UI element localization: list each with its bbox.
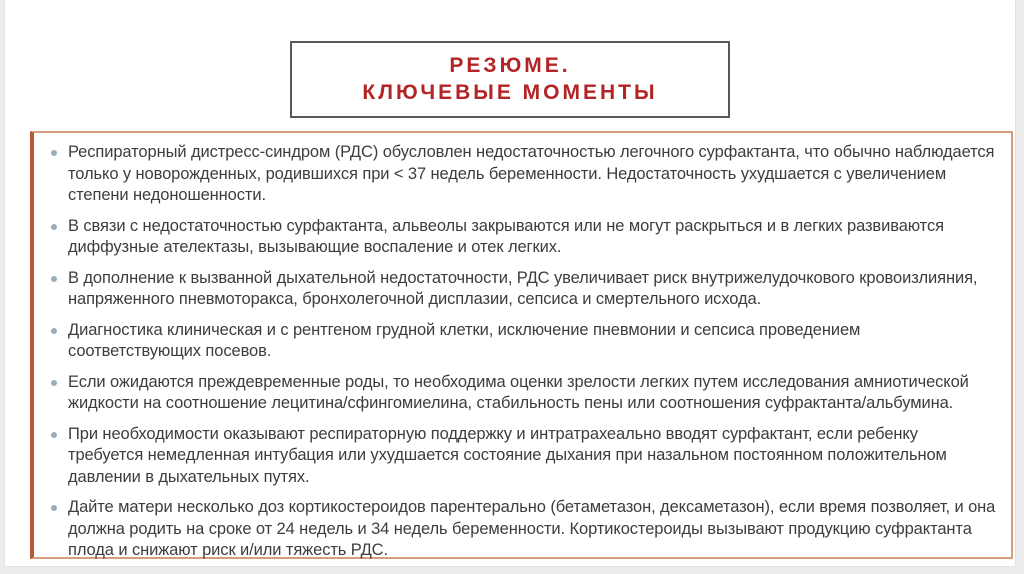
- bullet-dot-icon: [51, 224, 57, 230]
- slide-title-line-1: РЕЗЮМЕ.: [449, 54, 571, 77]
- slide-content-box: [30, 131, 1013, 559]
- key-points-list: [48, 142, 997, 562]
- bullet-text: В связи с недостаточностью сурфактанта, альвеолы закрываются или не могут раскрыться и в легких развиваются диффузные ателектазы, вызывающие воспаление и отек легких.: [68, 216, 944, 256]
- bullet-text: В дополнение к вызванной дыхательной недостаточности, РДС увеличивает риск внутрижелудочкового кровоизлияния, напряженного пневмоторакса, бронхолегочной дисплазии, сепсиса и смертельного исхода.: [68, 268, 978, 308]
- slide-title-box: [290, 41, 730, 118]
- bullet-dot-icon: [51, 505, 57, 511]
- bullet-text: При необходимости оказывают респираторную поддержку и интратрахеально вводят сурфактант, если ребенку требуется немедленная интубация или ухудшается состояние дыхания при назальном постоянном положительном давлении в дыхательных путях.: [68, 424, 947, 486]
- bullet-text: Диагностика клиническая и с рентгеном грудной клетки, исключение пневмонии и сепсиса проведением соответствующих посевов.: [68, 320, 861, 360]
- list-item: [48, 424, 997, 489]
- list-item: [48, 142, 997, 207]
- bullet-text: Если ожидаются преждевременные роды, то необходима оценки зрелости легких путем исследования амниотической жидкости на соотношение лецитина/сфингомиелина, стабильность пены или соотношения суфрактанта/альбумина.: [68, 372, 969, 412]
- bullet-dot-icon: [51, 380, 57, 386]
- list-item: [48, 268, 997, 311]
- list-item: [48, 216, 997, 259]
- bullet-text: Респираторный дистресс-синдром (РДС) обусловлен недостаточностью легочного сурфактанта, что обычно наблюдается только у новорожденных, родившихся при < 37 недель беременности. Недостаточность ухудшается с увеличением степени недоношенности.: [68, 143, 995, 204]
- presentation-slide: [5, 0, 1015, 566]
- slide-title-line-2: КЛЮЧЕВЫЕ МОМЕНТЫ: [362, 81, 658, 104]
- list-item: [48, 372, 997, 415]
- bullet-text: Дайте матери несколько доз кортикостероидов парентерально (бетаметазон, дексаметазон), если время позволяет, и она должна родить на сроке от 24 недель и 34 недель беременности. Кортикостероиды вызывают продукцию суфрактанта плода и снижают риск и/или тяжесть РДС.: [68, 498, 996, 559]
- bullet-dot-icon: [51, 276, 57, 282]
- list-item: [48, 497, 997, 562]
- bullet-dot-icon: [51, 150, 57, 156]
- bullet-dot-icon: [51, 328, 57, 334]
- bullet-dot-icon: [51, 432, 57, 438]
- list-item: [48, 320, 997, 363]
